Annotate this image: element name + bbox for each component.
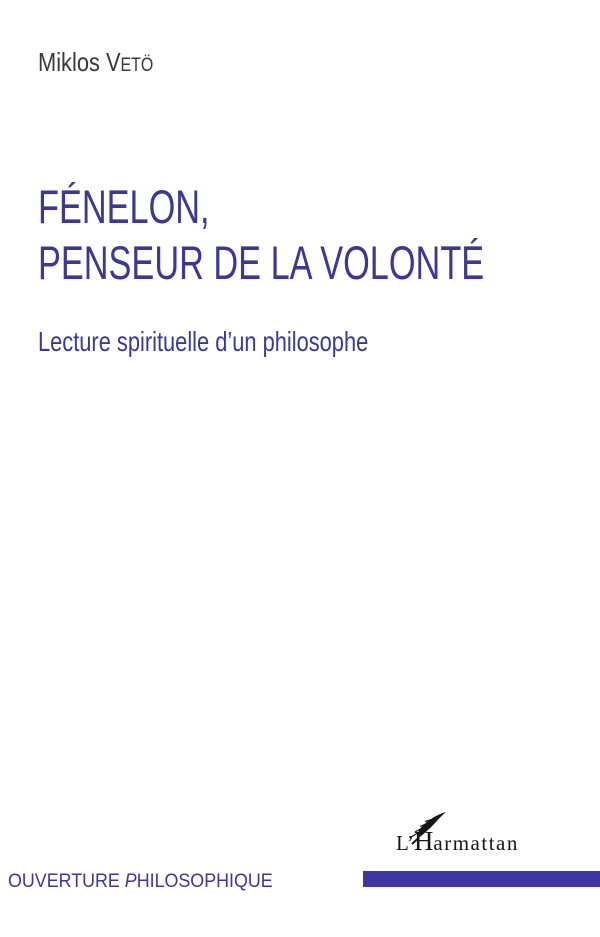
collection-italic-letter: P xyxy=(124,871,137,892)
publisher-name-rest: armattan xyxy=(433,831,519,855)
book-title xyxy=(38,179,484,291)
author-name xyxy=(38,47,153,81)
bottom-blue-band xyxy=(363,871,600,887)
collection-part2: HILOSOPHIQUE xyxy=(136,871,273,892)
publisher-name xyxy=(396,826,519,857)
book-subtitle: Lecture spirituelle d’un philosophe xyxy=(38,326,369,357)
author-name-main: Miklos V xyxy=(38,47,121,77)
title-line-2: PENSEUR DE LA VOLONTÉ xyxy=(38,236,485,289)
author-name-smallcaps: ETÖ xyxy=(120,55,154,76)
publisher-logo xyxy=(396,813,519,859)
collection-name xyxy=(8,870,273,894)
publisher-name-prefix: L’ xyxy=(396,831,414,855)
publisher-name-capital: H xyxy=(413,826,434,856)
collection-part1: OUVERTURE xyxy=(8,871,125,892)
title-line-1: FÉNELON, xyxy=(38,180,210,233)
